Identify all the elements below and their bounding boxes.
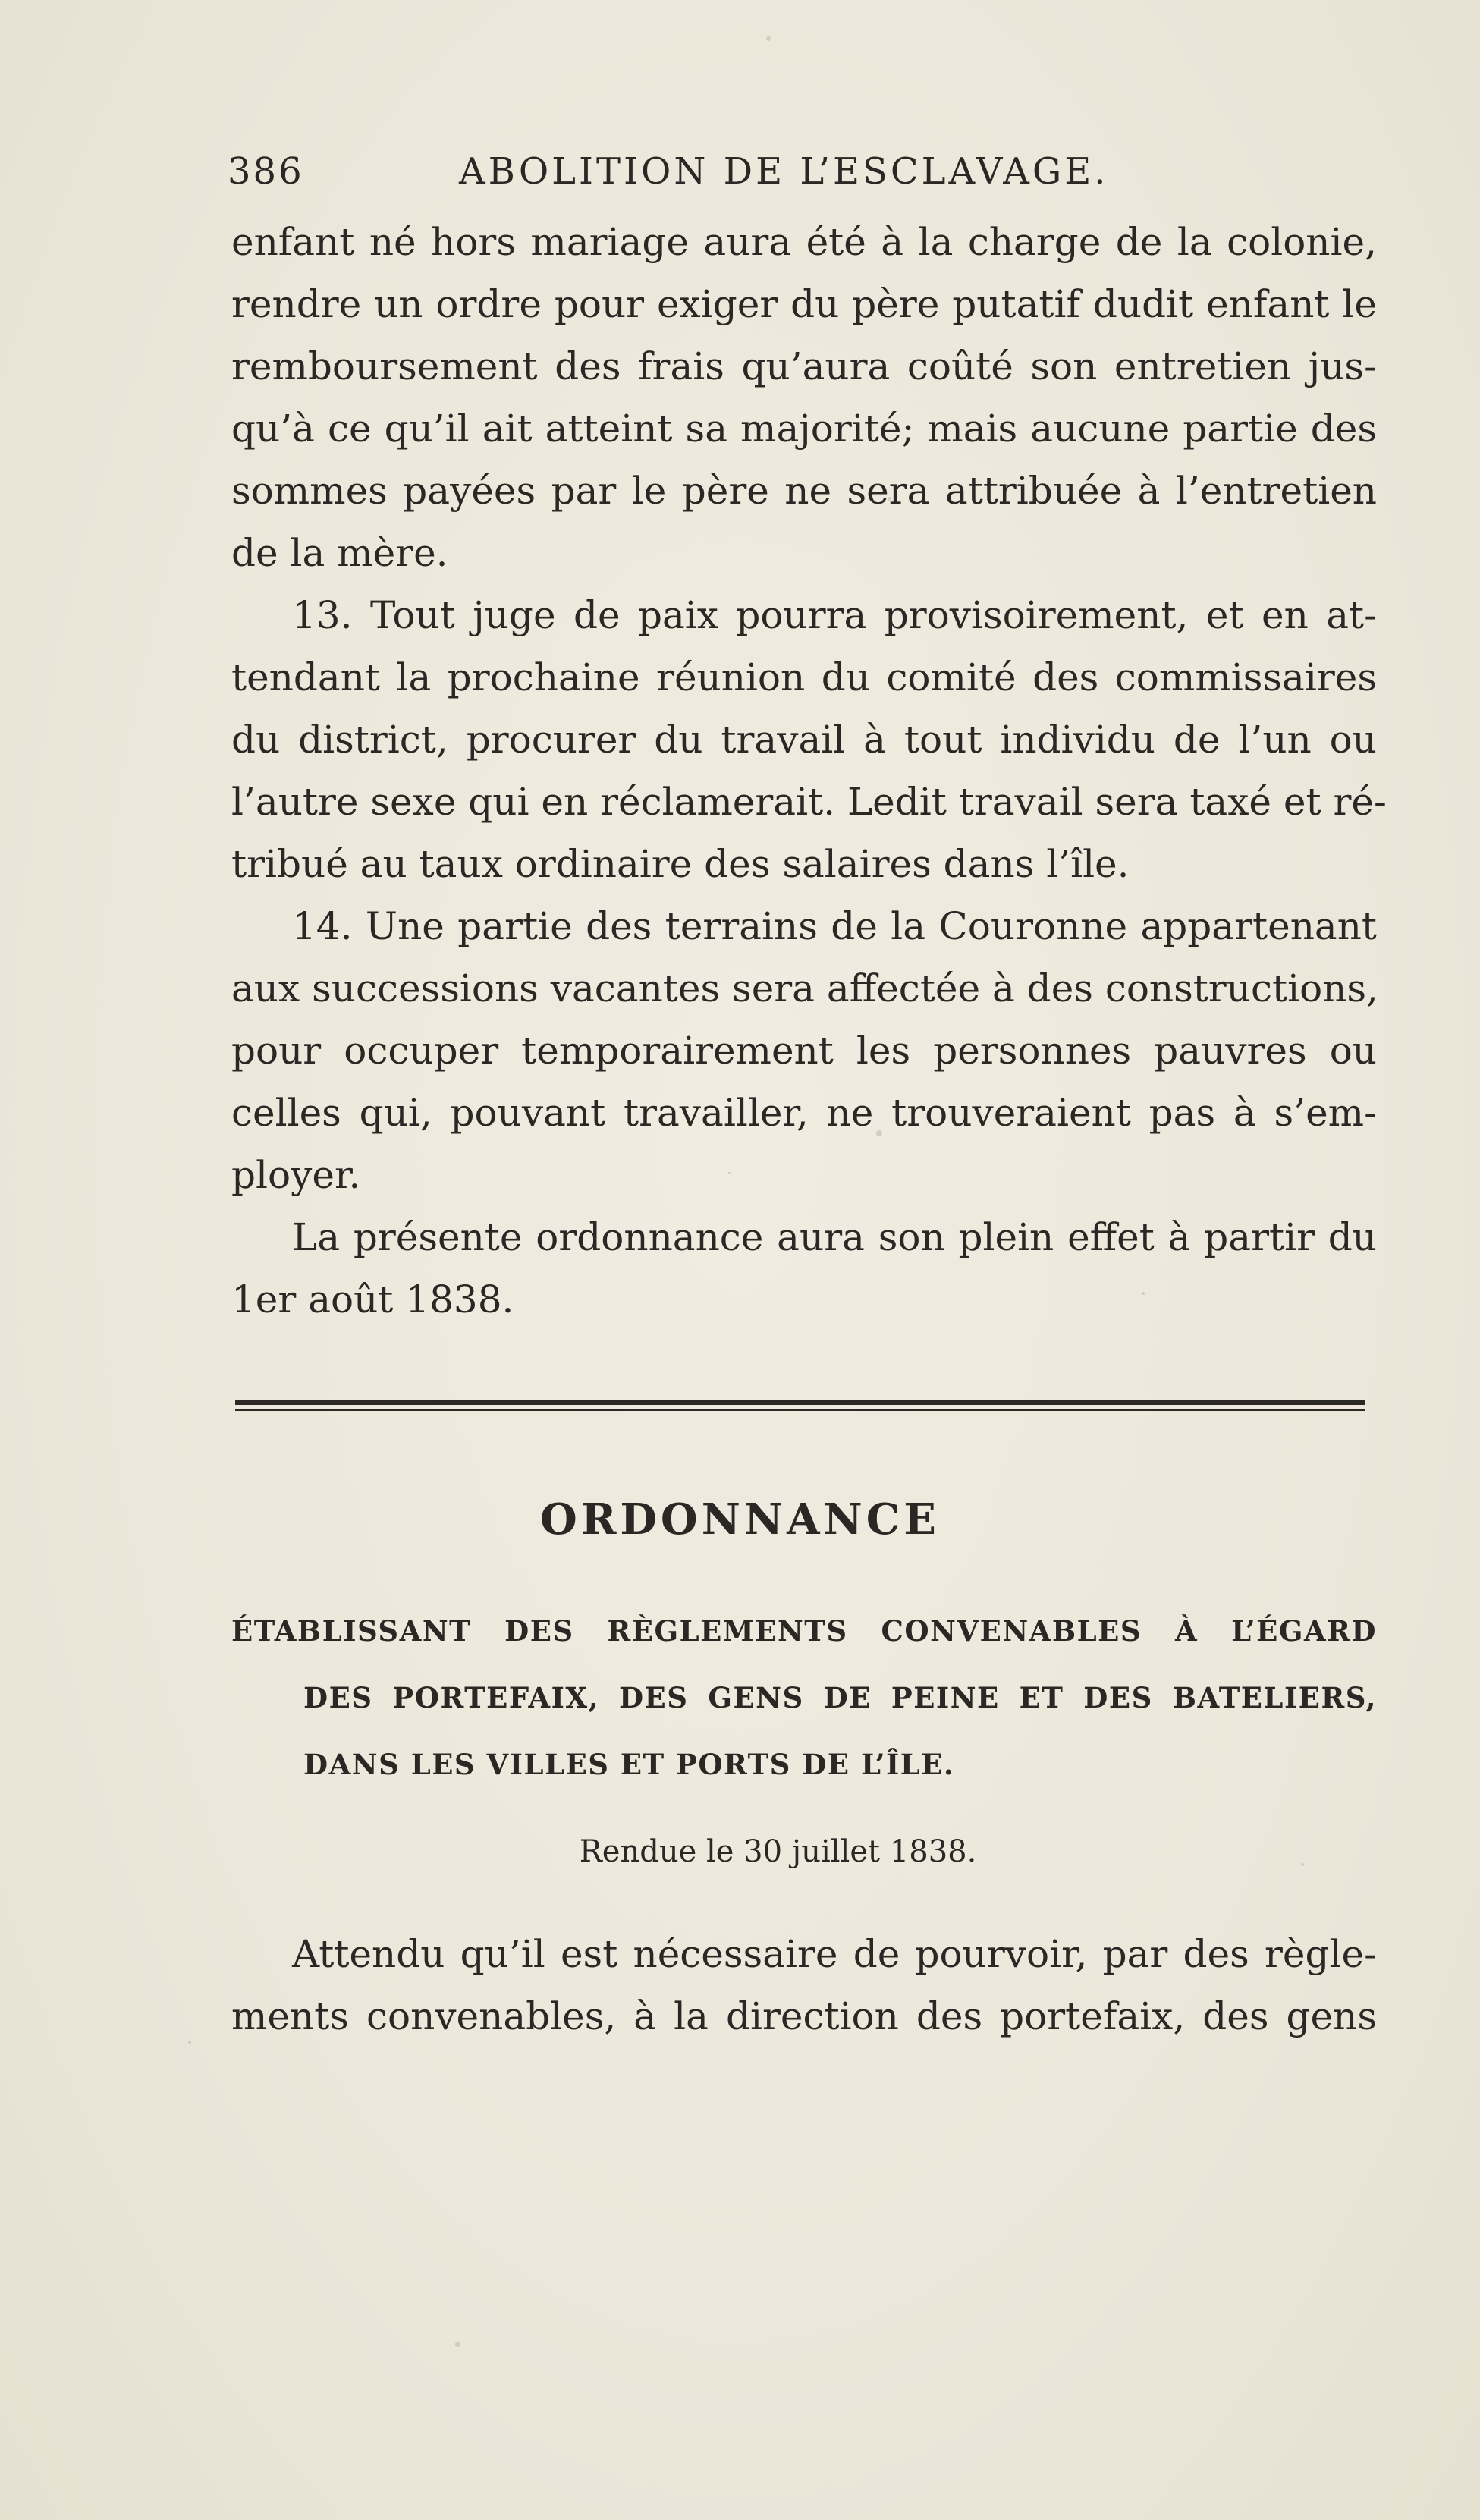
paper-speck xyxy=(766,36,771,41)
text-line: aux successions vacantes sera affectée à des constructions, xyxy=(231,966,1378,1010)
text-line: 14. Une partie des terrains de la Couronne appartenant xyxy=(292,904,1377,948)
text-line: du district, procurer du travail à tout individu de l’un ou xyxy=(231,718,1377,762)
ordinance-title: ORDONNANCE xyxy=(540,1494,940,1544)
text-line: enfant né hors mariage aura été à la charge de la colonie, xyxy=(231,220,1377,264)
text-line: l’autre sexe qui en réclamerait. Ledit travail sera taxé et ré- xyxy=(231,780,1387,824)
effective-date-paragraph xyxy=(231,1206,1377,1331)
running-title: ABOLITION DE L’ESCLAVAGE. xyxy=(459,150,1109,193)
subtitle-line: ÉTABLISSANT DES RÈGLEMENTS CONVENABLES À L’ÉGARD xyxy=(231,1614,1377,1648)
text-line: de la mère. xyxy=(231,531,448,575)
text-line: tendant la prochaine réunion du comité des commissaires xyxy=(231,655,1377,699)
paragraph-continuation xyxy=(231,211,1377,584)
text-line: celles qui, pouvant travailler, ne trouveraient pas à s’em- xyxy=(231,1091,1377,1135)
subtitle-line: DANS LES VILLES ET PORTS DE L’ÎLE. xyxy=(303,1748,955,1781)
ordinance-subtitle xyxy=(231,1598,1377,1798)
text-line: rendre un ordre pour exiger du père putatif dudit enfant le xyxy=(231,282,1377,326)
subtitle-line: DES PORTEFAIX, DES GENS DE PEINE ET DES BATELIERS, xyxy=(303,1681,1377,1714)
section-rule xyxy=(235,1400,1365,1405)
text-line: sommes payées par le père ne sera attribuée à l’entretien xyxy=(231,469,1377,513)
text-line: remboursement des frais qu’aura coûté son entretien jus- xyxy=(231,344,1377,388)
dateline: Rendue le 30 juillet 1838. xyxy=(579,1834,977,1869)
text-line: La présente ordonnance aura son plein effet à partir du xyxy=(292,1215,1377,1259)
page-number: 386 xyxy=(228,150,304,193)
preamble-paragraph xyxy=(231,1923,1377,2047)
text-line: pour occuper temporairement les personnes pauvres ou xyxy=(231,1029,1377,1073)
text-line: ments convenables, à la direction des portefaix, des gens xyxy=(231,1994,1377,2038)
text-line: qu’à ce qu’il ait atteint sa majorité; mais aucune partie des xyxy=(231,407,1377,451)
text-line: ployer. xyxy=(231,1153,361,1197)
section-rule-thin xyxy=(235,1409,1365,1411)
article-13 xyxy=(231,584,1387,895)
text-line: tribué au taux ordinaire des salaires dans l’île. xyxy=(231,842,1130,886)
paper-speck xyxy=(188,2041,191,2044)
text-line: 13. Tout juge de paix pourra provisoirement, et en at- xyxy=(292,593,1377,637)
paper-speck xyxy=(455,2342,460,2347)
text-line: Attendu qu’il est nécessaire de pourvoir, par des règle- xyxy=(292,1932,1377,1976)
text-line: 1er août 1838. xyxy=(231,1277,514,1321)
running-header xyxy=(228,150,1305,196)
article-14 xyxy=(231,895,1377,1206)
